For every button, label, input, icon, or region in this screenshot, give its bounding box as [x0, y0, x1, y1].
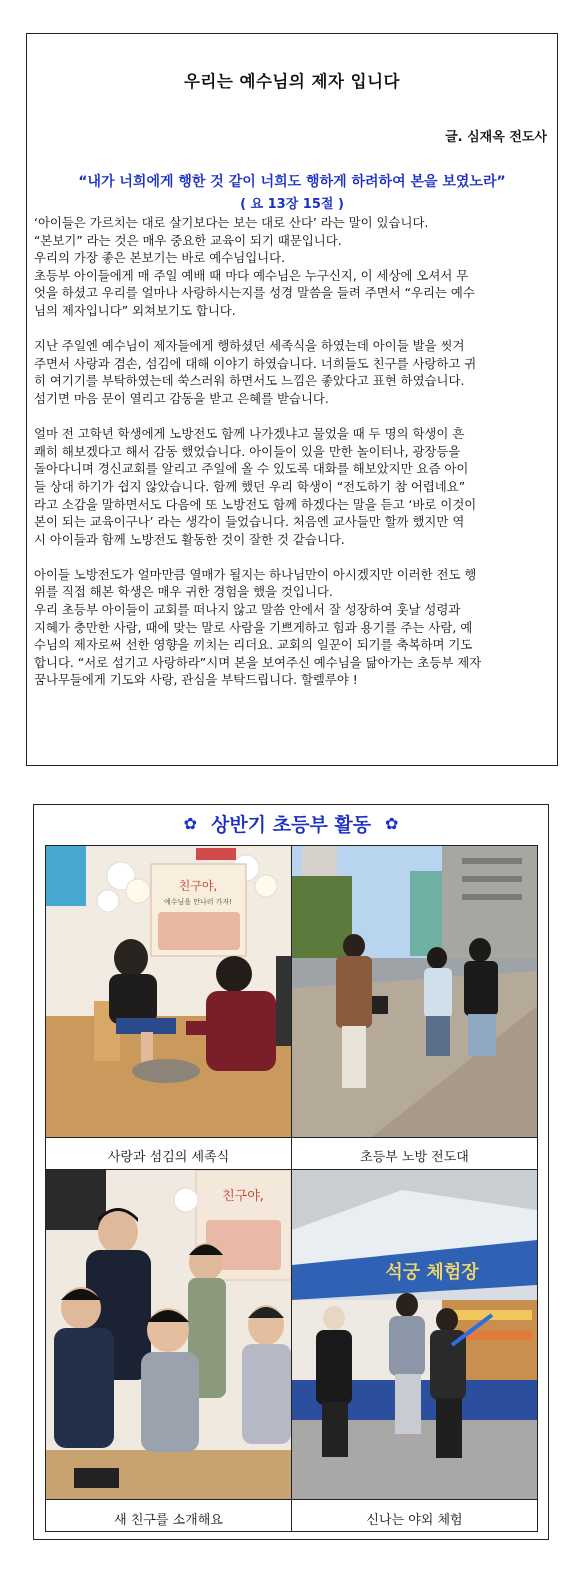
activity-header [34, 805, 548, 841]
article-line: 지혜가 충만한 사람, 때에 맞는 말로 사람을 기쁘게하고 힘과 용기를 주는 사람, 예 [34, 619, 473, 635]
article-paragraph [34, 566, 550, 689]
photo-foot-washing [46, 846, 291, 1137]
article-line: ‘아이들은 가르치는 대로 살기보다는 보는 대로 산다’ 라는 말이 있습니다. [34, 215, 429, 230]
photo-street-evangelism [292, 846, 537, 1137]
poster-text: 친구야, [222, 1189, 264, 1204]
article-box [26, 33, 558, 766]
article-line: 님의 제자입니다” 외쳐보기도 합니다. [34, 302, 236, 318]
article-line: 초등부 아이들에게 매 주일 예배 때 마다 예수님은 누구신지, 이 세상에 오셔서 무 [34, 267, 469, 283]
article-paragraph [34, 425, 550, 548]
article-line: 우리 초등부 아이들이 교회를 떠나지 않고 말씀 안에서 잘 성장하여 훗날 성령과 [34, 602, 461, 618]
article-line: 지난 주일엔 예수님이 제자들에게 행하셨던 세족식을 하였는데 아이들 발을 씻겨 [34, 338, 465, 354]
article-line: 우리의 가장 좋은 본보기는 바로 예수님입니다. [34, 250, 286, 266]
activity-title: 상반기 초등부 활동 [210, 813, 372, 836]
article-line: 얼마 전 고학년 학생에게 노방전도 함께 나가겠냐고 물었을 때 두 명의 학생이 흔 [34, 426, 465, 442]
article-line: 시 아이들과 함께 노방전도 활동한 것이 잘한 것 같습니다. [34, 531, 345, 547]
article-paragraph [34, 337, 550, 407]
article-title: 우리는 예수님의 제자 입니다 [183, 72, 400, 91]
article-paragraph [34, 214, 550, 320]
photo-caption: 신나는 야외 체험 [366, 1513, 463, 1528]
flower-icon: ✿ [385, 813, 399, 833]
photo-caption: 새 친구를 소개해요 [114, 1513, 223, 1528]
article-line: 합니다. “서로 섬기고 사랑하라”시며 본을 보여주신 예수님을 닮아가는 초등부 제자 [34, 654, 482, 670]
article-line: 위를 직접 해본 학생은 매우 귀한 경험을 했을 것입니다. [34, 584, 333, 600]
article-line: 엇을 하셨고 우리를 얼마나 사랑하시는지를 성경 말씀을 들려 주면서 “우리는 예수 [34, 285, 475, 301]
article-line: 주면서 사랑과 겸손, 섬김에 대해 이야기 하였습니다. 너희들도 친구를 사랑하고 귀 [34, 355, 477, 371]
photo-new-friends [46, 1170, 291, 1499]
article-author: 글. 심재옥 전도사 [445, 130, 547, 145]
photo-caption: 초등부 노방 전도대 [360, 1150, 469, 1165]
article-line: 돌아다니며 경신교회를 알리고 주일에 올 수 있도록 대화를 해보았지만 요즘 아이 [34, 461, 469, 477]
grid-divider [46, 1137, 537, 1138]
article-line: 본이 되는 교육이구나’ 라는 생각이 들었습니다. 처음엔 교사들만 할까 했지만 역 [34, 514, 465, 530]
bible-verse: “내가 너희에게 행한 것 같이 너희도 행하게 하려하여 본을 보였노라” [78, 174, 506, 190]
photo-outdoor-experience [292, 1170, 537, 1499]
booth-sign: 석궁 체험장 [385, 1262, 479, 1283]
flower-icon: ✿ [183, 813, 197, 833]
activity-box [33, 804, 549, 1540]
article-line: 들 상대 하기가 쉽지 않았습니다. 함께 했던 우리 학생이 “전도하기 참 어렵네요” [34, 478, 466, 494]
article-line: 라고 소감을 말하면서도 다음에 또 노방전도 함께 하겠다는 말을 듣고 ‘바로 이것이 [34, 496, 477, 512]
poster-subtext: 예수님을 만나러 가자! [163, 898, 233, 906]
bible-verse-reference: ( 요 13장 15절 ) [240, 197, 344, 212]
article-line: “본보기” 라는 것은 매우 중요한 교육이 되기 때문입니다. [34, 232, 342, 248]
article-line: 아이들 노방전도가 얼마만큼 열매가 될지는 하나님만이 아시겠지만 이러한 전도 행 [34, 566, 477, 582]
article-line: 쾌히 해보겠다고 해서 감동 했었습니다. 아이들이 있을 만한 놀이터나, 광장등을 [34, 443, 461, 459]
article-line: 섬기면 마음 문이 열리고 감동을 받고 은혜를 받습니다. [34, 390, 329, 406]
article-line: 꿈나무들에게 기도와 사랑, 관심을 부탁드립니다. 할렐루야 ! [34, 672, 358, 688]
article-body [34, 214, 550, 707]
photo-grid [45, 845, 538, 1532]
photo-caption: 사랑과 섬김의 세족식 [107, 1150, 230, 1165]
article-line: 히 여기기를 부탁하였는데 쑥스러워 하면서도 느낌은 좋았다고 표현 하였습니다. [34, 373, 465, 389]
poster-text: 친구야, [178, 879, 218, 893]
article-line: 수님의 제자로써 선한 영향을 끼치는 리더요. 교회의 일꾼이 되기를 축복하며 기도 [34, 637, 473, 653]
grid-divider [46, 1499, 537, 1500]
